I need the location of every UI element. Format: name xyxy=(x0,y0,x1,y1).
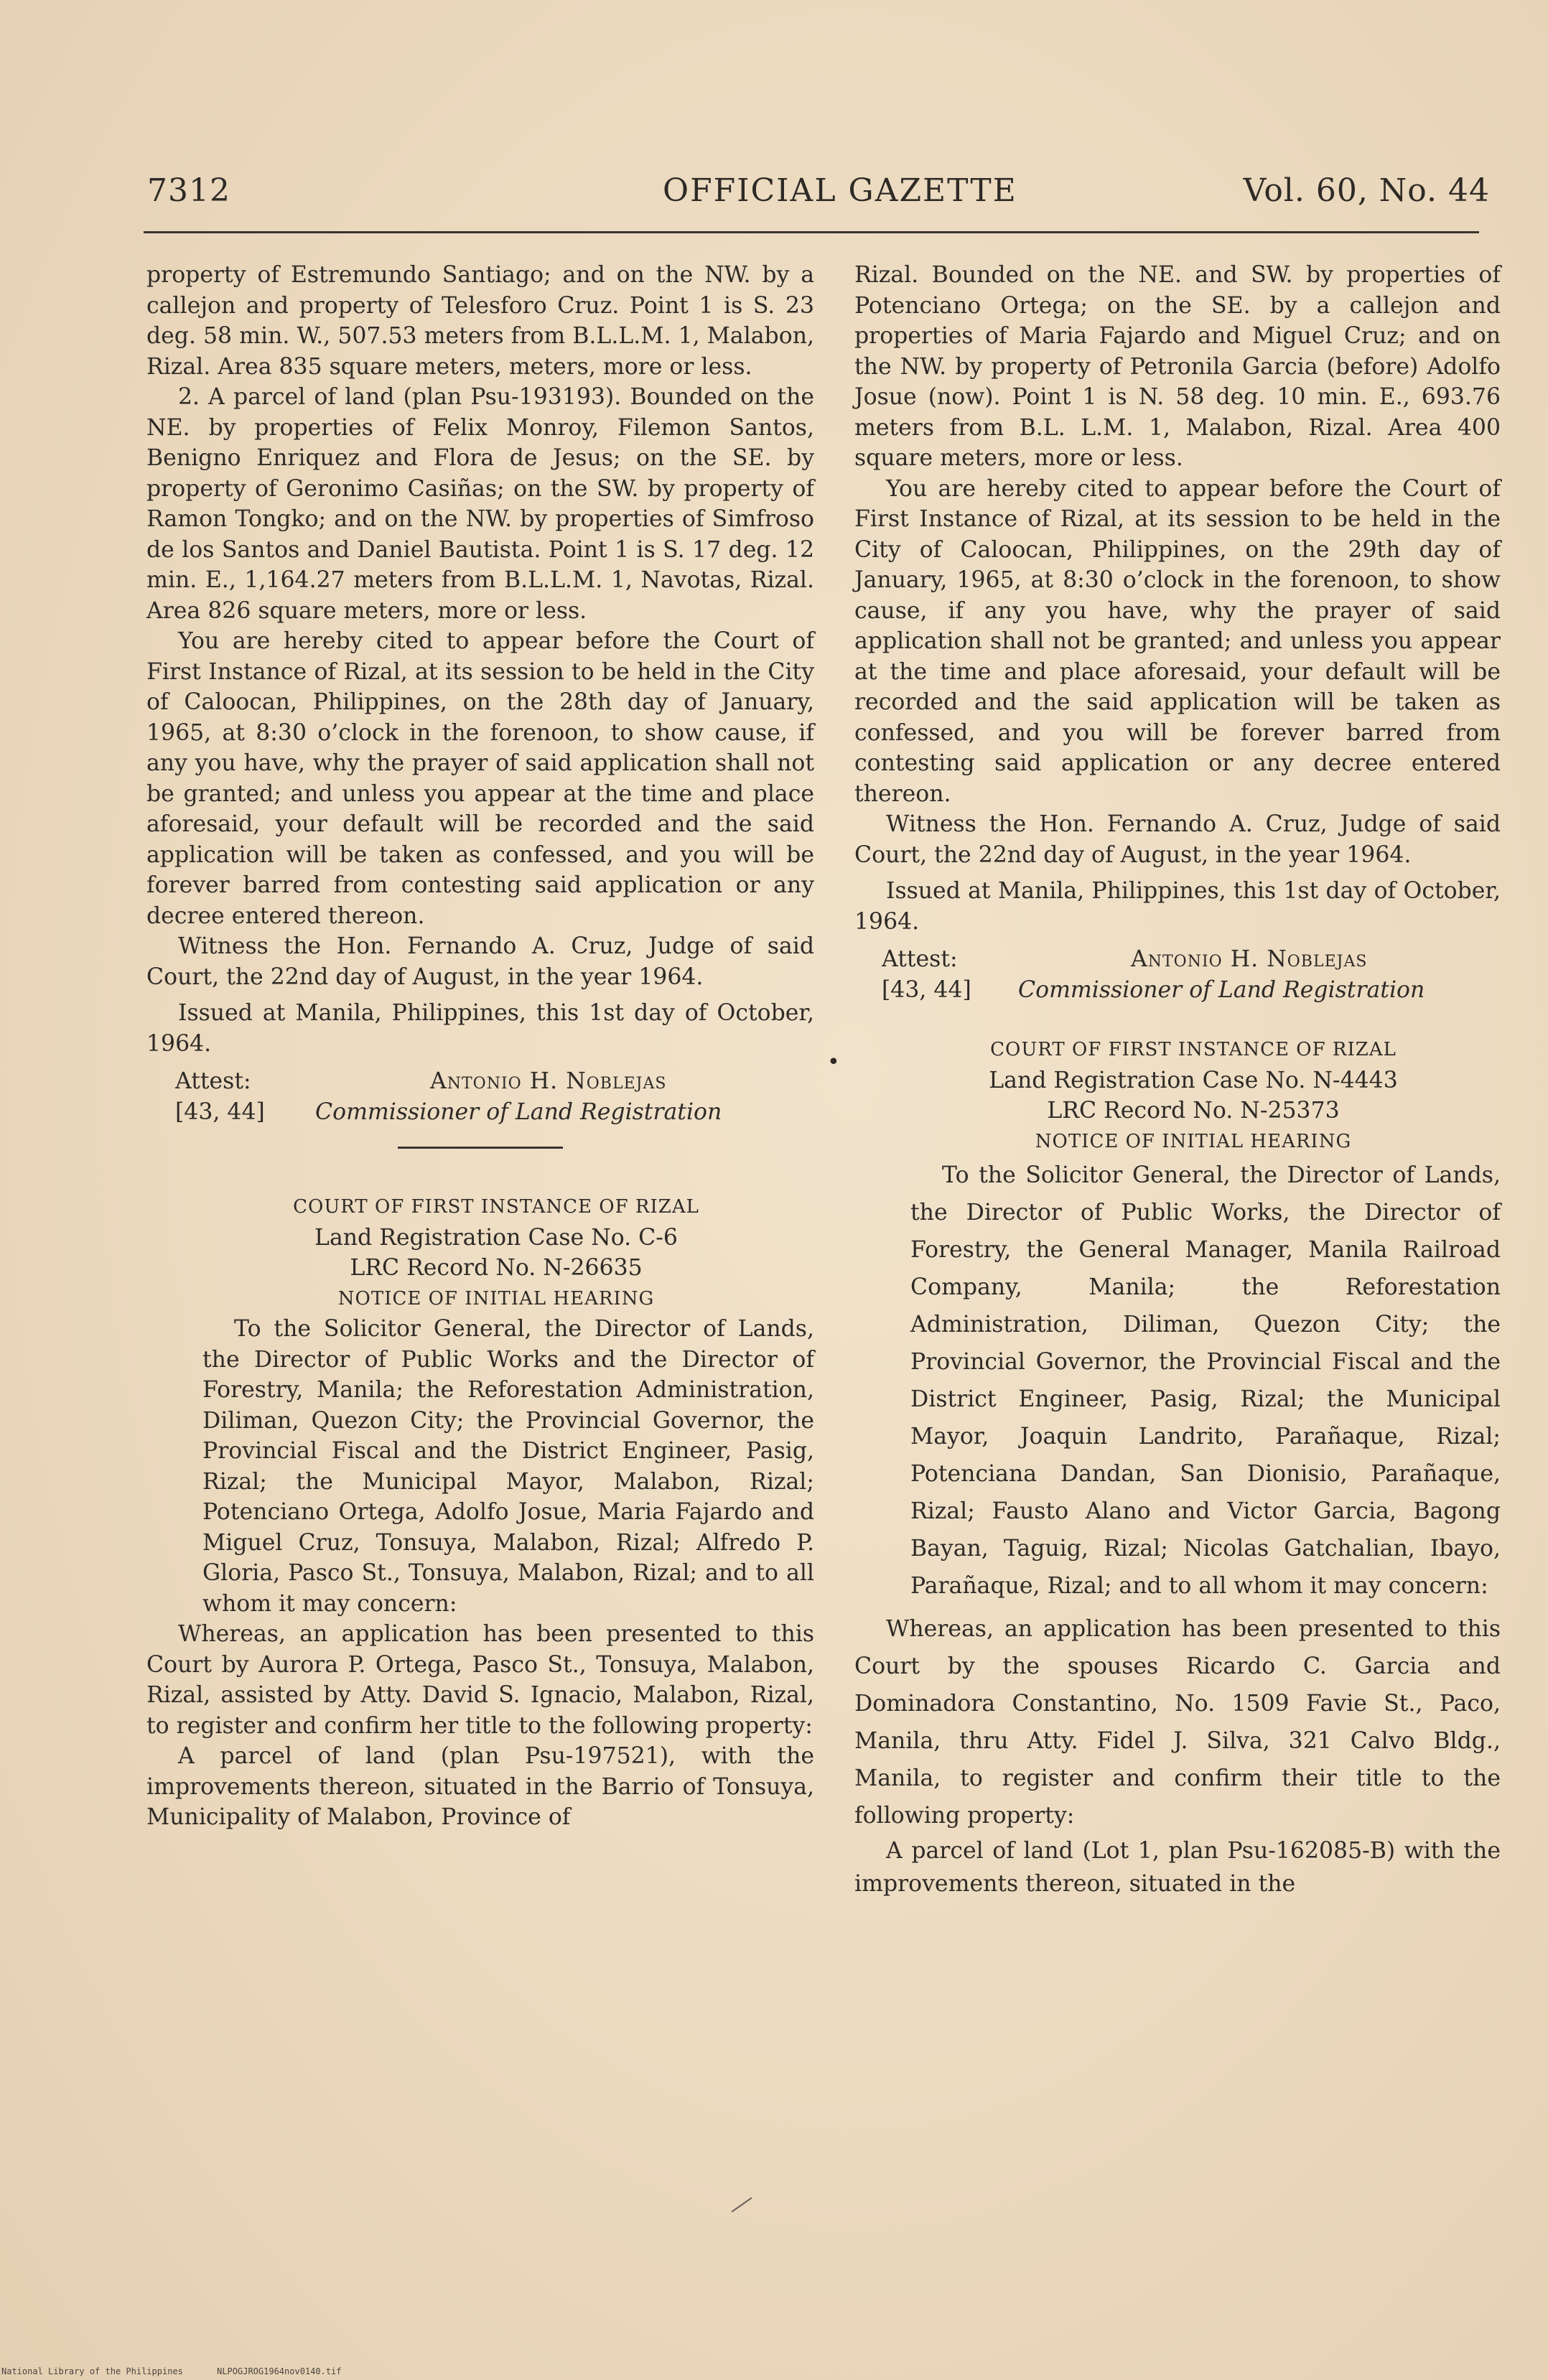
attest-label: Attest: xyxy=(882,946,958,972)
paragraph: You are hereby cited to appear before the Court of First Instance of Rizal, at its session to be held in the City of Caloocan, Philippines, on the 29th day of January, 1965, at 8:30 o’clock in the forenoon, to show cause, if any you have, why the prayer of said application shall not be granted; and unless you appear at the time and place aforesaid, your default will be recorded and the said application will be taken as confessed, and you will be forever barred from contesting said application or any decree entered thereon. xyxy=(854,475,1501,807)
court-heading: COURT OF FIRST INSTANCE OF RIZAL xyxy=(293,1196,699,1218)
page-header xyxy=(147,172,1490,215)
paragraph: Issued at Manila, Philippines, this 1st day of October, 1964. xyxy=(146,1000,814,1057)
attestation-block xyxy=(854,944,1501,1006)
header-rule xyxy=(144,231,1479,233)
paragraph: Rizal. Bounded on the NE. and SW. by properties of Potenciano Ortega; on the SE. by a callejon and properties of Maria Fajardo and Miguel Cruz; and on the NW. by property of Petronila Garcia (before) Adolfo Josue (now). Point 1 is N. 58 deg. 10 min. E., 693.76 meters from B.L. L.M. 1, Malabon, Rizal. Area 400 square meters, more or less. xyxy=(854,262,1501,471)
gazette-title: OFFICIAL GAZETTE xyxy=(663,172,1017,209)
stray-mark xyxy=(732,2197,752,2212)
paragraph: 2. A parcel of land (plan Psu-193193). Bounded on the NE. by properties of Felix Monroy, Filemon Santos, Benigno Enriquez and Flora de Jesus; on the SE. by property of Geronimo Casiñas; on the SW. by property of Ramon Tongko; and on the NW. by properties of Simfroso de los Santos and Daniel Bautista. Point 1 is S. 17 deg. 12 min. E., 1,164.27 meters from B.L.L.M. 1, Navotas, Rizal. Area 826 square meters, more or less. xyxy=(146,384,814,624)
notice-heading: NOTICE OF INITIAL HEARING xyxy=(337,1287,655,1310)
attest-ref: [43, 44] xyxy=(882,977,971,1003)
left-column xyxy=(146,260,814,1833)
attest-title: Commissioner of Land Registration xyxy=(315,1099,722,1125)
volume-number: Vol. 60, No. 44 xyxy=(1243,172,1490,209)
case-number: Land Registration Case No. C-6 xyxy=(314,1224,678,1251)
addressees: To the Solicitor General, the Director of Lands, the Director of Public Works, the Director of Forestry, the General Manager, Manila Railroad Company, Manila; the Reforestation Administration, Diliman, Quezon City; the Provincial Governor, the Provincial Fiscal and the District Engineer, Pasig, Rizal; the Municipal Mayor, Joaquin Landrito, Parañaque, Rizal; Potenciana Dandan, San Dionisio, Parañaque, Rizal; Fausto Alano and Victor Garcia, Bagong Bayan, Taguig, Rizal; Nicolas Gatchalian, Ibayo, Parañaque, Rizal; and to all whom it may concern: xyxy=(910,1162,1501,1599)
notice-heading: NOTICE OF INITIAL HEARING xyxy=(1035,1130,1352,1152)
paragraph: You are hereby cited to appear before the Court of First Instance of Rizal, at its session to be held in the City of Caloocan, Philippines, on the 28th day of January, 1965, at 8:30 o’clock in the forenoon, to show cause, if any you have, why the prayer of said application shall not be granted; and unless you appear at the time and place aforesaid, your default will be recorded and the said application will be taken as confessed, and you will be forever barred from contesting said application or any decree entered thereon. xyxy=(146,628,814,929)
attest-label: Attest: xyxy=(175,1068,251,1094)
lrc-record: LRC Record No. N-25373 xyxy=(1047,1098,1340,1124)
addressees: To the Solicitor General, the Director of Lands, the Director of Public Works and the Director of Forestry, Manila; the Reforestation Administration, Diliman, Quezon City; the Provincial Governor, the Provincial Fiscal and the District Engineer, Pasig, Rizal; the Municipal Mayor, Malabon, Rizal; Potenciano Ortega, Adolfo Josue, Maria Fajardo and Miguel Cruz, Tonsuya, Malabon, Rizal; Alfredo P. Gloria, Pasco St., Tonsuya, Malabon, Rizal; and to all whom it may concern: xyxy=(202,1316,814,1617)
paragraph: Whereas, an application has been presented to this Court by Aurora P. Ortega, Pasco St., Tonsuya, Malabon, Rizal, assisted by Atty. David S. Ignacio, Malabon, Rizal, to register and confirm her title to the following property: xyxy=(146,1621,814,1739)
attest-name: Antonio H. Noblejas xyxy=(1131,946,1368,972)
right-column xyxy=(854,260,1501,1900)
attest-title: Commissioner of Land Registration xyxy=(1018,977,1425,1003)
case-number: Land Registration Case No. N-4443 xyxy=(989,1067,1398,1093)
court-heading: COURT OF FIRST INSTANCE OF RIZAL xyxy=(990,1039,1397,1060)
page-number: 7312 xyxy=(147,172,230,209)
paragraph: A parcel of land (Lot 1, plan Psu-162085-B) with the improvements thereon, situated in the xyxy=(854,1838,1501,1897)
paragraph: Issued at Manila, Philippines, this 1st day of October, 1964. xyxy=(854,878,1501,935)
attestation-block xyxy=(146,1066,814,1128)
file-id: NLPOGJROG1964nov0140.tif xyxy=(217,2366,342,2376)
attest-ref: [43, 44] xyxy=(175,1099,265,1125)
paragraph: property of Estremundo Santiago; and on the NW. by a callejon and property of Telesforo Cruz. Point 1 is S. 23 deg. 58 min. W., 507.53 meters from B.L.L.M. 1, Malabon, Rizal. Area 835 square meters, meters, more or less. xyxy=(146,262,814,380)
paragraph: Whereas, an application has been presented to this Court by the spouses Ricardo C. Garcia and Dominadora Constantino, No. 1509 Favie St., Paco, Manila, thru Atty. Fidel J. Silva, 321 Calvo Bldg., Manila, to register and confirm their title to the following property: xyxy=(854,1616,1501,1829)
library-credit: National Library of the Philippines xyxy=(1,2366,183,2376)
margin-mark: • xyxy=(827,1050,840,1075)
scan-footer xyxy=(1,2366,370,2376)
attest-name: Antonio H. Noblejas xyxy=(430,1068,667,1094)
paragraph: A parcel of land (plan Psu-197521), with the improvements thereon, situated in the Barrio of Tonsuya, Municipality of Malabon, Province of xyxy=(146,1743,814,1830)
paragraph: Witness the Hon. Fernando A. Cruz, Judge of said Court, the 22nd day of August, in the year 1964. xyxy=(854,811,1501,868)
paragraph: Witness the Hon. Fernando A. Cruz, Judge of said Court, the 22nd day of August, in the year 1964. xyxy=(146,933,814,990)
lrc-record: LRC Record No. N-26635 xyxy=(350,1255,643,1281)
section-divider xyxy=(398,1147,563,1149)
